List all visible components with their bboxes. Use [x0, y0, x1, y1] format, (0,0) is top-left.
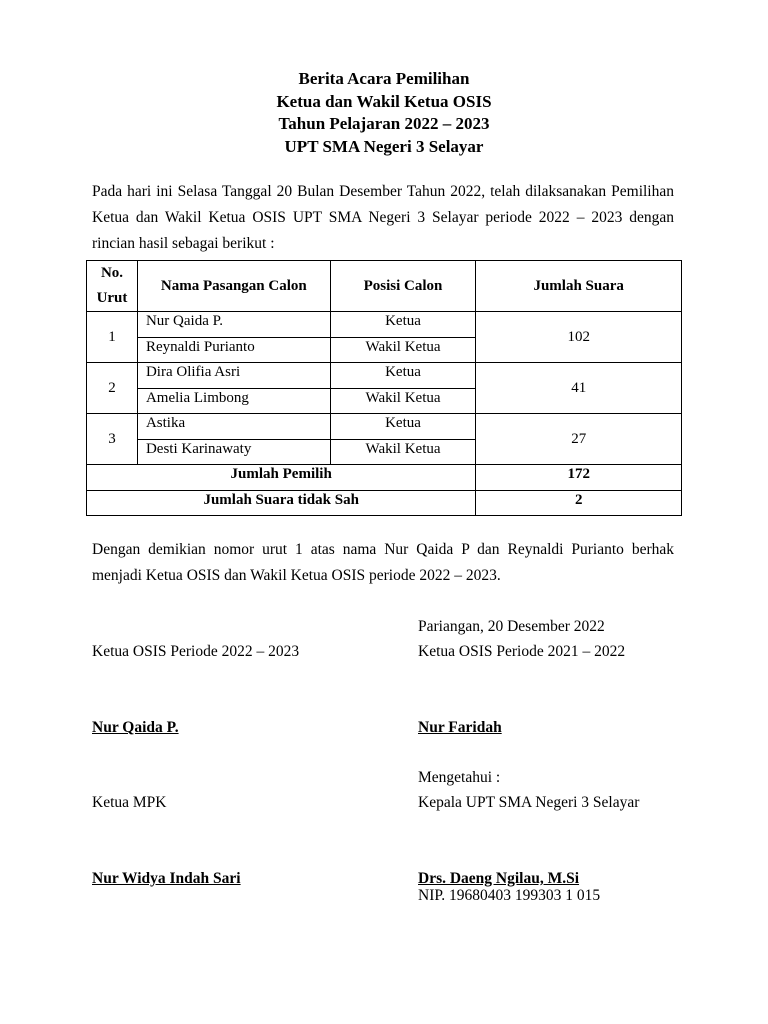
- invalid-votes-label: Jumlah Suara tidak Sah: [87, 490, 476, 516]
- principal-signatory-name: Drs. Daeng Ngilau, M.Si: [418, 870, 580, 887]
- election-results-table: [86, 260, 682, 516]
- vote-count: 41: [476, 363, 682, 414]
- header-votes: Jumlah Suara: [476, 261, 682, 312]
- right-signatory-name: Nur Faridah: [418, 719, 502, 736]
- table-row: [87, 414, 682, 440]
- place-date: Pariangan, 20 Desember 2022: [418, 618, 605, 635]
- header-candidate-name: Nama Pasangan Calon: [137, 261, 330, 312]
- intro-paragraph: [92, 179, 674, 257]
- table-row: [87, 312, 682, 338]
- vote-count: 27: [476, 414, 682, 465]
- intro-line-1: Pada hari ini Selasa Tanggal 20 Bulan Desember Tahun 2022, telah dilaksanakan Pemilihan: [92, 183, 674, 200]
- total-voters-label: Jumlah Pemilih: [87, 465, 476, 491]
- chair-candidate-name: Dira Olifia Asri: [137, 363, 330, 389]
- total-voters-value: 172: [476, 465, 682, 491]
- chair-candidate-name: Astika: [137, 414, 330, 440]
- acknowledge-label: Mengetahui :: [418, 769, 501, 786]
- candidate-number: 2: [87, 363, 138, 414]
- vice-position: Wakil Ketua: [330, 388, 476, 414]
- title-line-3: Tahun Pelajaran 2022 – 2023: [278, 114, 490, 133]
- header-position: Posisi Calon: [330, 261, 476, 312]
- principal-signatory-role: Kepala UPT SMA Negeri 3 Selayar: [418, 794, 640, 811]
- conclusion-line-1: Dengan demikian nomor urut 1 atas nama Nur Qaida P dan Reynaldi Purianto berhak: [92, 541, 674, 558]
- title-line-2: Ketua dan Wakil Ketua OSIS: [276, 91, 492, 111]
- vice-candidate-name: Desti Karinawaty: [137, 439, 330, 465]
- intro-line-2: Ketua dan Wakil Ketua OSIS UPT SMA Negeri 3 Selayar periode 2022 – 2023 dengan: [92, 209, 674, 226]
- table-row: [87, 363, 682, 389]
- vice-position: Wakil Ketua: [330, 337, 476, 363]
- invalid-votes-value: 2: [476, 490, 682, 516]
- conclusion-paragraph: [92, 537, 674, 589]
- left-signatory-role: Ketua OSIS Periode 2022 – 2023: [92, 643, 300, 660]
- mpk-signatory-role: Ketua MPK: [92, 794, 167, 811]
- vice-candidate-name: Amelia Limbong: [137, 388, 330, 414]
- title-line-4: UPT SMA Negeri 3 Selayar: [284, 136, 484, 156]
- intro-line-3: rincian hasil sebagai berikut :: [92, 235, 275, 252]
- vice-position: Wakil Ketua: [330, 439, 476, 465]
- vice-candidate-name: Reynaldi Purianto: [137, 337, 330, 363]
- principal-nip: NIP. 19680403 199303 1 015: [418, 887, 601, 904]
- chair-position: Ketua: [330, 363, 476, 389]
- mpk-signatory-name: Nur Widya Indah Sari: [92, 870, 241, 887]
- candidate-number: 3: [87, 414, 138, 465]
- total-voters-row: [87, 465, 682, 491]
- invalid-votes-row: [87, 490, 682, 516]
- table-header-row: [87, 261, 682, 312]
- chair-position: Ketua: [330, 414, 476, 440]
- chair-candidate-name: Nur Qaida P.: [137, 312, 330, 338]
- conclusion-line-2: menjadi Ketua OSIS dan Wakil Ketua OSIS periode 2022 – 2023.: [92, 567, 501, 584]
- candidate-number: 1: [87, 312, 138, 363]
- vote-count: 102: [476, 312, 682, 363]
- header-no: [87, 261, 138, 312]
- right-signatory-role: Ketua OSIS Periode 2021 – 2022: [418, 643, 626, 660]
- left-signatory-name: Nur Qaida P.: [92, 719, 179, 736]
- header-no-line-2: Urut: [96, 290, 128, 306]
- title-line-1: Berita Acara Pemilihan: [298, 69, 470, 88]
- chair-position: Ketua: [330, 312, 476, 338]
- document-title: [0, 68, 768, 158]
- header-no-line-1: No.: [100, 265, 124, 281]
